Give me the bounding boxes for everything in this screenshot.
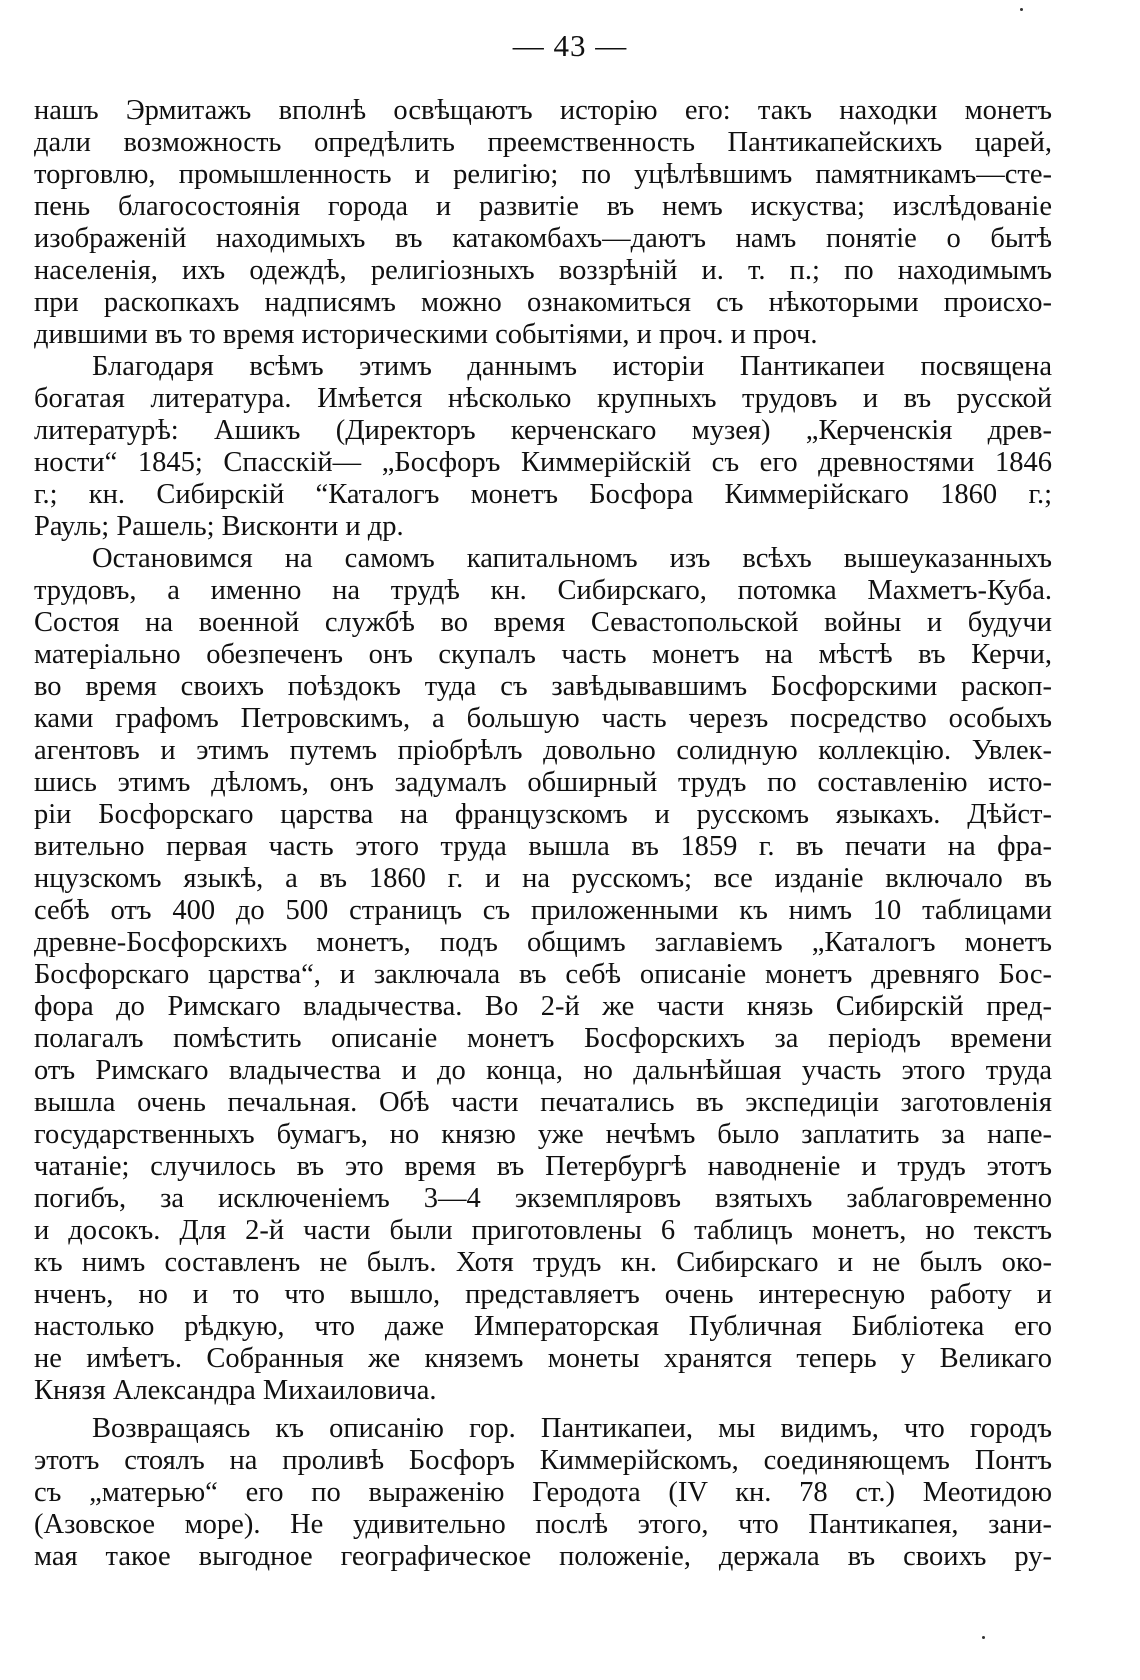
text-line: Князя Александра Михаиловича. <box>34 1375 437 1406</box>
text-line: не имѣетъ. Собранныя же княземъ монеты хранятся теперь у Великаго <box>34 1343 1052 1374</box>
text-line: литературѣ: Ашикъ (Директоръ керченскаго музея) „Керченскія древ- <box>34 415 1052 446</box>
text-line: съ „матерью“ его по выраженію Геродота (IV кн. 78 ст.) Меотидою <box>34 1477 1052 1508</box>
text-line: населенія, ихъ одеждѣ, религіозныхъ воззрѣній и. т. п.; по находимымъ <box>34 255 1052 286</box>
text-line: этотъ стоялъ на проливѣ Босфоръ Киммерійскомъ, соединяющемъ Понтъ <box>34 1445 1052 1476</box>
text-line: нашъ Эрмитажъ вполнѣ освѣщаютъ исторію его: такъ находки монетъ <box>34 95 1052 126</box>
text-line: полагалъ помѣстить описаніе монетъ Босфорскихъ за періодъ времени <box>34 1023 1052 1054</box>
text-line: себѣ отъ 400 до 500 страницъ съ приложенными къ нимъ 10 таблицами <box>34 895 1052 926</box>
text-line: погибъ, за исключеніемъ 3—4 экземпляровъ взятыхъ заблаговременно <box>34 1183 1052 1214</box>
text-line: чатаніе; случилось въ это время въ Петербургѣ наводненіе и трудъ этотъ <box>34 1151 1052 1182</box>
text-line: пень благосостоянія города и развитіе въ немъ искуства; изслѣдованіе <box>34 191 1052 222</box>
text-line: (Азовское море). Не удивительно послѣ этого, что Пантикапея, зани- <box>34 1509 1052 1540</box>
text-line: вительно первая часть этого труда вышла въ 1859 г. въ печати на фра- <box>34 831 1052 862</box>
text-line: ками графомъ Петровскимъ, а большую часть черезъ посредство особыхъ <box>34 703 1052 734</box>
paragraph-2 <box>34 351 1052 543</box>
text-line: Благодаря всѣмъ этимъ даннымъ исторіи Пантикапеи посвящена <box>92 351 1052 382</box>
text-line: Возвращаясь къ описанію гор. Пантикапеи, мы видимъ, что городъ <box>92 1413 1052 1444</box>
text-line: Рауль; Рашель; Висконти и др. <box>34 511 404 542</box>
text-line: Остановимся на самомъ капитальномъ изъ всѣхъ вышеуказанныхъ <box>92 543 1052 574</box>
text-line: ности“ 1845; Спасскій— „Босфоръ Киммерійскій съ его древностями 1846 <box>34 447 1052 478</box>
text-line: къ нимъ составленъ не былъ. Хотя трудъ кн. Сибирскаго и не былъ око- <box>34 1247 1052 1278</box>
text-line: шись этимъ дѣломъ, онъ задумалъ обширный трудъ по составленію исто- <box>34 767 1052 798</box>
page-number: — 43 — <box>512 28 628 63</box>
text-line: нцузскомъ языкѣ, а въ 1860 г. и на русскомъ; все изданіе включало въ <box>34 863 1052 894</box>
text-line: торговлю, промышленность и религію; по уцѣлѣвшимъ памятникамъ—сте- <box>34 159 1052 190</box>
text-line: вышла очень печальная. Обѣ части печатались въ экспедиціи заготовленія <box>34 1087 1052 1118</box>
text-line: агентовъ и этимъ путемъ пріобрѣлъ довольно солидную коллекцію. Увлек- <box>34 735 1052 766</box>
paragraph-4 <box>34 1413 1052 1573</box>
text-line: нченъ, но и то что вышло, представляетъ очень интересную работу и <box>34 1279 1052 1310</box>
body-text <box>34 95 1052 1573</box>
text-line: изображеній находимыхъ въ катакомбахъ—даютъ намъ понятіе о бытѣ <box>34 223 1052 254</box>
text-line: Босфорскаго царства“, и заключала въ себѣ описаніе монетъ древняго Бос- <box>34 959 1052 990</box>
text-line: трудовъ, а именно на трудѣ кн. Сибирскаго, потомка Махметъ-Куба. <box>34 575 1052 606</box>
text-line: дали возможность опредѣлить преемственность Пантикапейскихъ царей, <box>34 127 1052 158</box>
text-line: и досокъ. Для 2-й части были приготовлены 6 таблицъ монетъ, но текстъ <box>34 1215 1052 1246</box>
text-line: дившими въ то время историческими событіями, и проч. и проч. <box>34 319 818 350</box>
text-line: Состоя на военной службѣ во время Севастопольской войны и будучи <box>34 607 1052 638</box>
text-line: государственныхъ бумагъ, но князю уже нечѣмъ было заплатить за напе- <box>34 1119 1052 1150</box>
scan-speck <box>1020 8 1023 11</box>
text-line: матеріально обезпеченъ онъ скупалъ часть монетъ на мѣстѣ въ Керчи, <box>34 639 1052 670</box>
text-line: настолько рѣдкую, что даже Императорская Публичная Библіотека его <box>34 1311 1052 1342</box>
text-line: богатая литература. Имѣется нѣсколько крупныхъ трудовъ и въ русской <box>34 383 1052 414</box>
text-line: ріи Босфорскаго царства на французскомъ и русскомъ языкахъ. Дѣйст- <box>34 799 1052 830</box>
paragraph-3 <box>34 543 1052 1407</box>
text-line: мая такое выгодное географическое положеніе, держала въ своихъ ру- <box>34 1541 1052 1572</box>
text-line: при раскопкахъ надписямъ можно ознакомиться съ нѣкоторыми происхо- <box>34 287 1052 318</box>
scan-speck <box>982 1636 985 1639</box>
text-line: фора до Римскаго владычества. Во 2-й же части князь Сибирскій пред- <box>34 991 1052 1022</box>
text-line: древне-Босфорскихъ монетъ, подъ общимъ заглавіемъ „Каталогъ монетъ <box>34 927 1052 958</box>
paragraph-1 <box>34 95 1052 351</box>
text-line: во время своихъ поѣздокъ туда съ завѣдывавшимъ Босфорскими раскоп- <box>34 671 1052 702</box>
text-line: г.; кн. Сибирскій “Каталогъ монетъ Босфора Киммерійскаго 1860 г.; <box>34 479 1052 510</box>
text-line: отъ Римскаго владычества и до конца, но дальнѣйшая участь этого труда <box>34 1055 1052 1086</box>
